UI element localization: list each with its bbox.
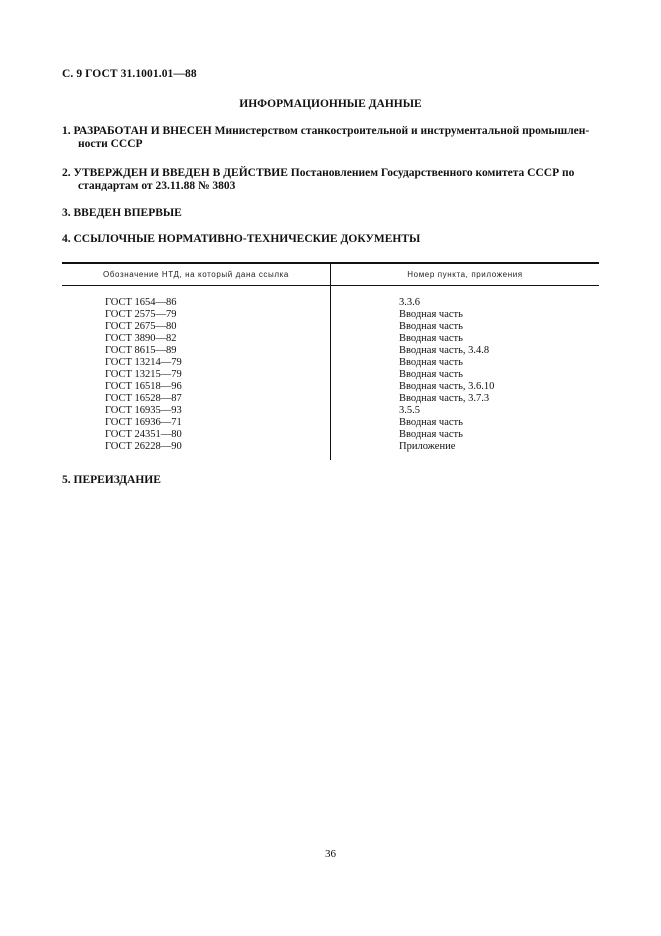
clause-cell: Вводная часть, 3.4.8 — [399, 345, 490, 356]
info-item-reissue — [62, 474, 602, 487]
table-row — [62, 381, 599, 393]
clause-cell: 3.5.5 — [399, 405, 420, 416]
doc-cell: ГОСТ 13215—79 — [105, 369, 182, 380]
info-item-referenced-documents — [62, 233, 602, 246]
doc-cell: ГОСТ 16935—93 — [105, 405, 182, 416]
clause-cell: Вводная часть — [399, 417, 463, 428]
page-number: 36 — [325, 848, 336, 860]
table-row — [62, 309, 599, 321]
table-row — [62, 405, 599, 417]
clause-cell: Вводная часть — [399, 309, 463, 320]
info-item-developed — [62, 125, 618, 151]
item-lead: 3. ВВЕДЕН ВПЕРВЫЕ — [62, 207, 182, 219]
table-row — [62, 429, 599, 441]
clause-cell: 3.3.6 — [399, 297, 420, 308]
table-header-clause: Номер пункта, приложения — [407, 270, 523, 279]
clause-cell: Вводная часть, 3.7.3 — [399, 393, 490, 404]
table-row — [62, 357, 599, 369]
doc-cell: ГОСТ 2575—79 — [105, 309, 177, 320]
clause-cell: Вводная часть, 3.6.10 — [399, 381, 495, 392]
page-header: С. 9 ГОСТ 31.1001.01—88 — [62, 68, 197, 80]
item-body: Министерством станкостроительной и инструментальной промышлен-ности СССР — [78, 125, 590, 150]
item-lead: 1. РАЗРАБОТАН И ВНЕСЕН — [62, 125, 212, 137]
clause-cell: Вводная часть — [399, 357, 463, 368]
doc-cell: ГОСТ 8615—89 — [105, 345, 177, 356]
clause-cell: Вводная часть — [399, 333, 463, 344]
clause-cell: Вводная часть — [399, 369, 463, 380]
doc-cell: ГОСТ 16936—71 — [105, 417, 182, 428]
doc-cell: ГОСТ 1654—86 — [105, 297, 177, 308]
info-item-first-introduced — [62, 207, 602, 220]
doc-cell: ГОСТ 3890—82 — [105, 333, 177, 344]
table-row — [62, 369, 599, 381]
item-lead: 2. УТВЕРЖДЕН И ВВЕДЕН В ДЕЙСТВИЕ — [62, 167, 288, 179]
table-row — [62, 417, 599, 429]
item-body: Постановлением Государственного комитета СССР по стандартам от 23.11.88 № 3803 — [78, 167, 575, 192]
item-lead: 4. ССЫЛОЧНЫЕ НОРМАТИВНО-ТЕХНИЧЕСКИЕ ДОКУМЕНТЫ — [62, 233, 421, 245]
table-row — [62, 393, 599, 405]
doc-cell: ГОСТ 26228—90 — [105, 441, 182, 452]
item-lead: 5. ПЕРЕИЗДАНИЕ — [62, 474, 161, 486]
info-item-approved — [62, 167, 618, 193]
table-header-document: Обозначение НТД, на который дана ссылка — [103, 270, 289, 279]
table-row — [62, 441, 599, 453]
clause-cell: Вводная часть — [399, 321, 463, 332]
table-row — [62, 333, 599, 345]
section-title: ИНФОРМАЦИОННЫЕ ДАННЫЕ — [239, 98, 422, 110]
doc-cell: ГОСТ 16528—87 — [105, 393, 182, 404]
doc-cell: ГОСТ 24351—80 — [105, 429, 182, 440]
doc-cell: ГОСТ 16518—96 — [105, 381, 182, 392]
table-row — [62, 321, 599, 333]
clause-cell: Вводная часть — [399, 429, 463, 440]
doc-cell: ГОСТ 2675—80 — [105, 321, 177, 332]
doc-cell: ГОСТ 13214—79 — [105, 357, 182, 368]
table-row — [62, 345, 599, 357]
table-row — [62, 297, 599, 309]
clause-cell: Приложение — [399, 441, 456, 452]
table-body — [62, 297, 599, 453]
